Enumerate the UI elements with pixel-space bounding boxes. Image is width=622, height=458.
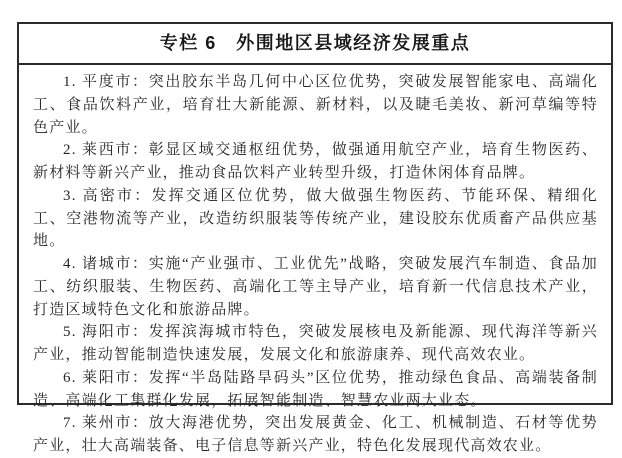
box-item-zhucheng: 4. 诸城市：实施“产业强市、工业优先”战略，突破发展汽车制造、食品加工、纺织服装、生物医药、高端化工等主导产业，培育新一代信息技术产业，打造区域特色文化和旅游品牌。 [33,256,598,318]
box-item-laixi: 2. 莱西市：彰显区域交通枢纽优势，做强通用航空产业，培育生物医药、新材料等新兴产业，推动食品饮料产业转型升级，打造休闲体育品牌。 [33,142,598,181]
box-item-gaomi: 3. 高密市：发挥交通区位优势，做大做强生物医药、节能环保、精细化工、空港物流等产业，改造纺织服装等传统产业，建设胶东优质畜产品供应基地。 [33,187,598,250]
box-item-laizhou: 7. 莱州市：放大海港优势，突出发展黄金、化工、机械制造、石材等优势产业，壮大高端装备、电子信息等新兴产业，特色化发展现代高效农业。 [33,415,598,454]
box-title: 专栏 6 外围地区县域经济发展重点 [19,24,611,65]
box-item-laiyang: 6. 莱阳市：发挥“半岛陆路旱码头”区位优势，推动绿色食品、高端装备制造、高端化工集群化发展，拓展智能制造、智慧农业两大业态。 [33,369,598,409]
highlight-box-column6 [17,22,613,454]
box-item-pingdu: 1. 平度市：突出胶东半岛几何中心区位优势，突破发展智能家电、高端化工、食品饮料产业，培育壮大新能源、新材料，以及睫毛美妆、新河草编等特色产业。 [33,74,598,136]
box-item-haiyang: 5. 海阳市：发挥滨海城市特色，突破发展核电及新能源、现代海洋等新兴产业，推动智能制造快速发展，发展文化和旅游康养、现代高效农业。 [33,324,598,363]
box-body [19,65,611,458]
